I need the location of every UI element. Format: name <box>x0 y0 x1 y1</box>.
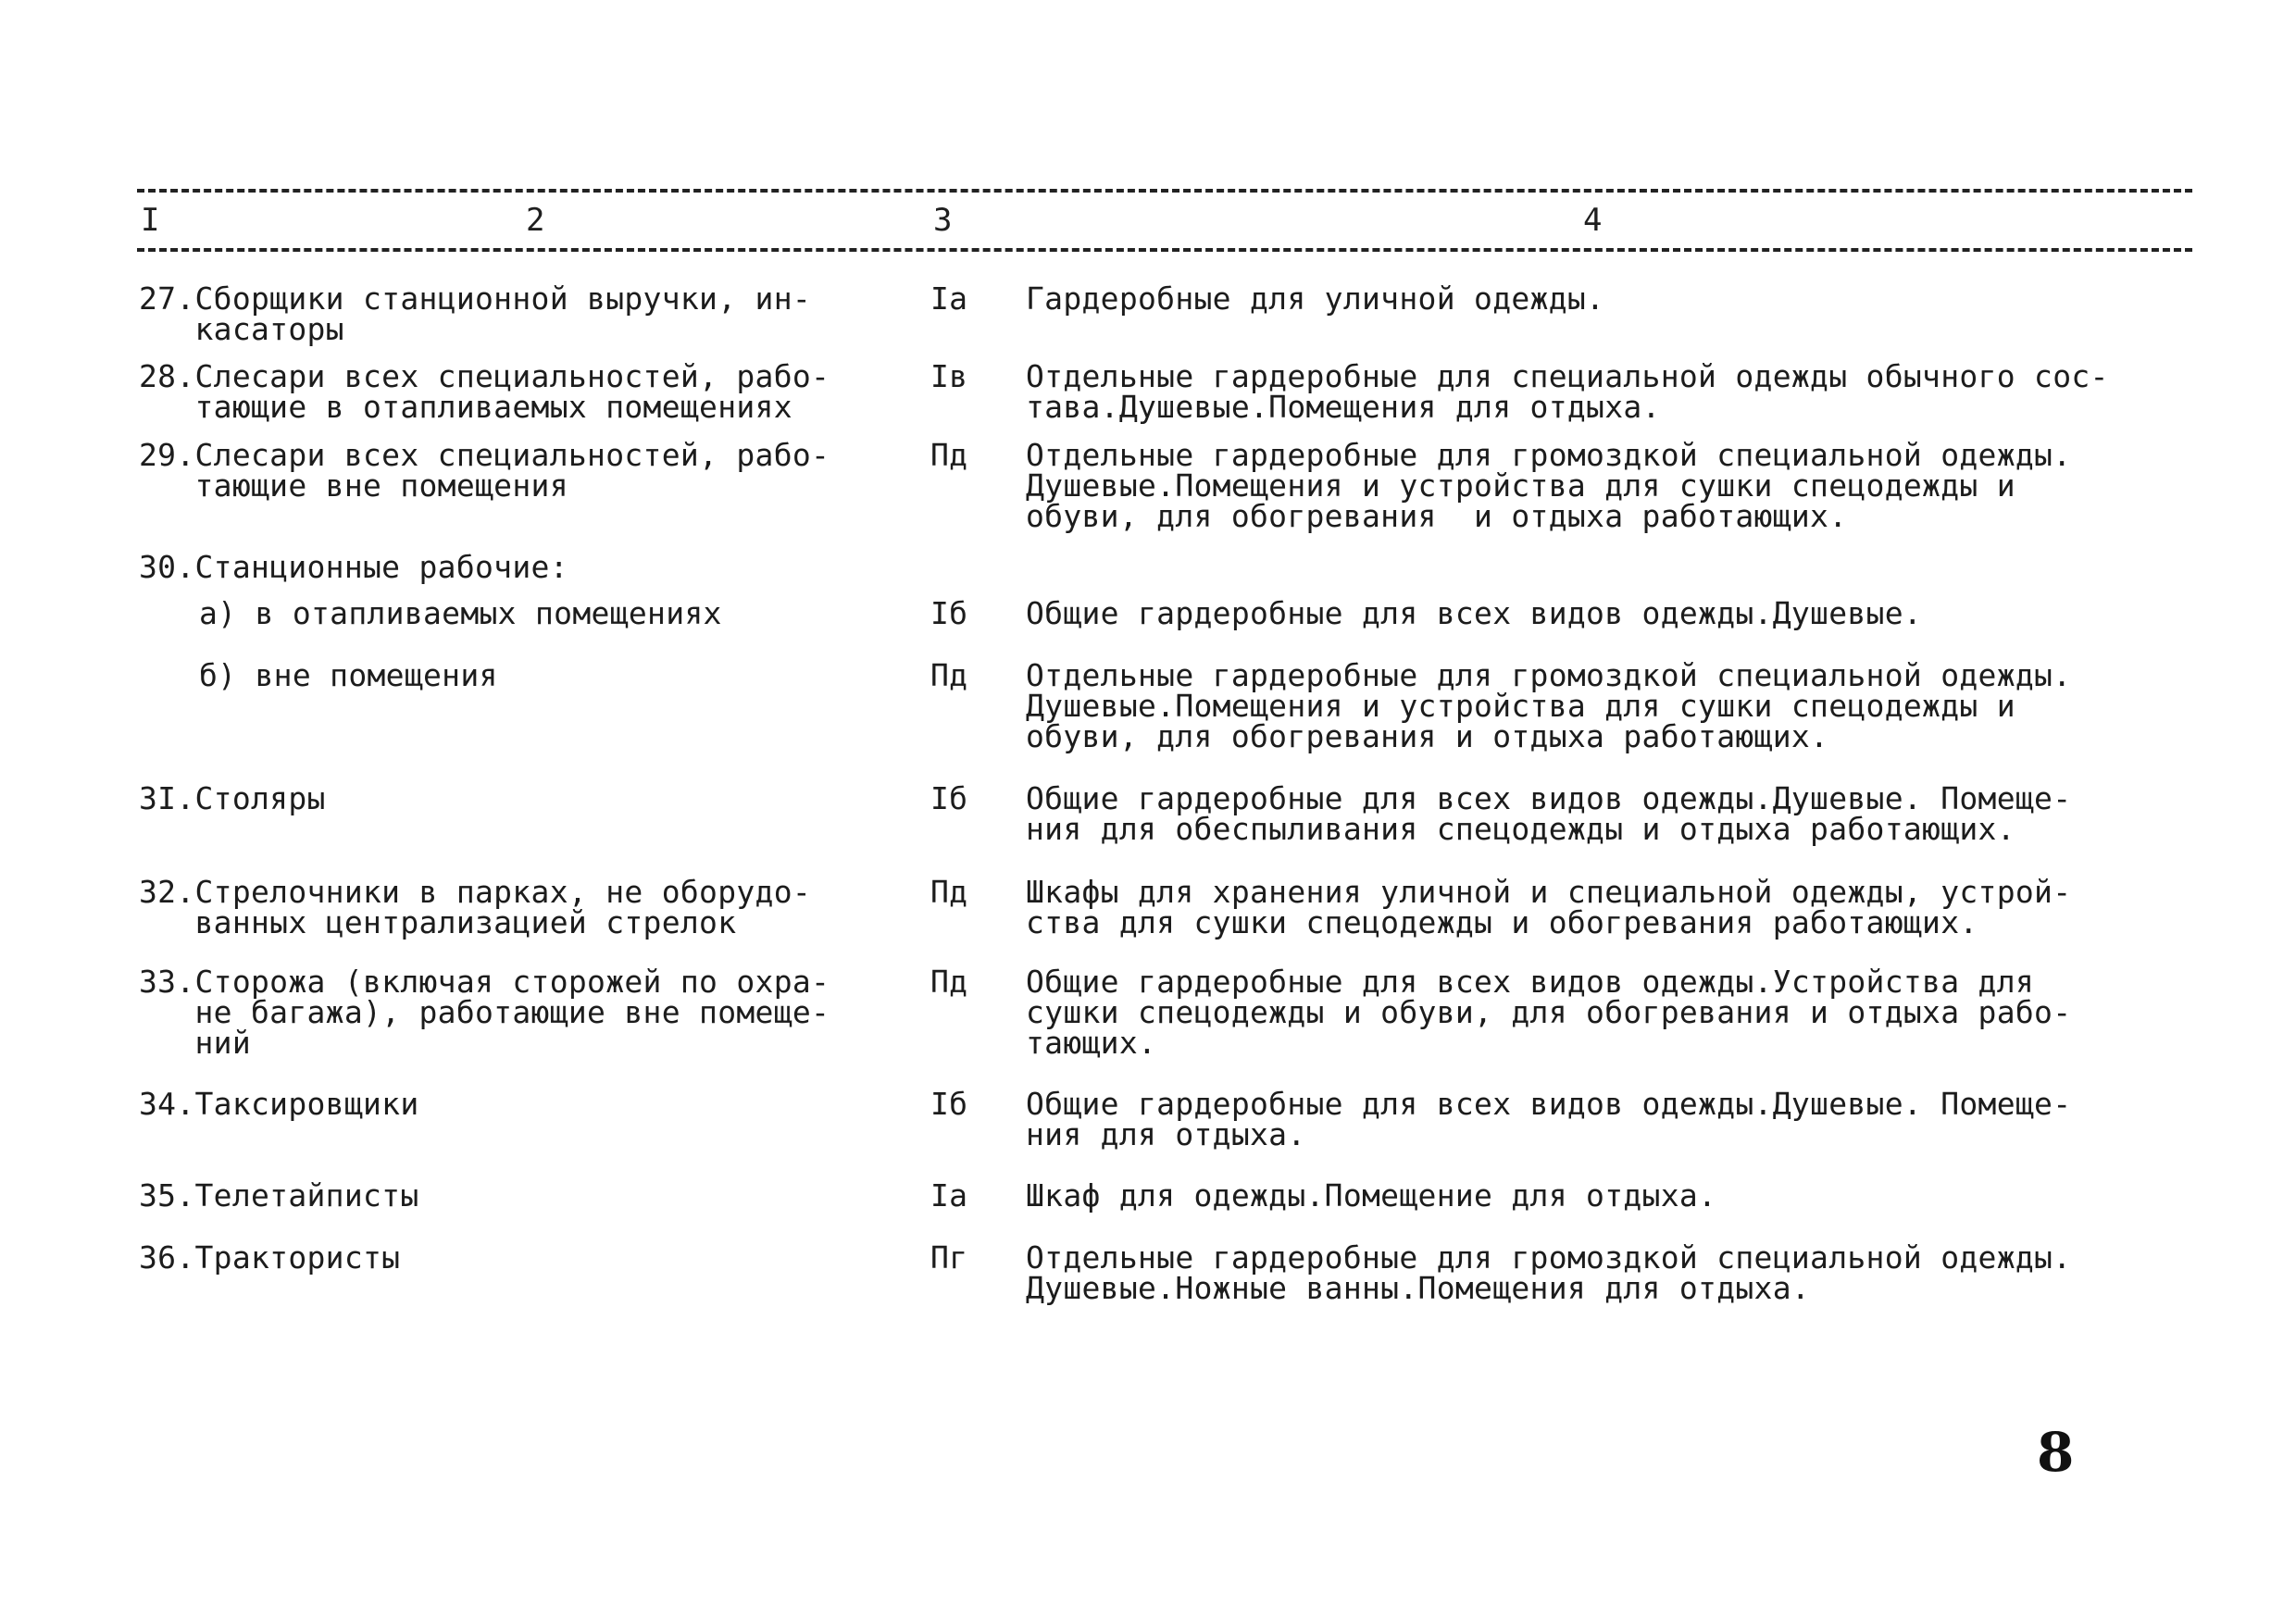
group-cell: Пд <box>930 874 968 910</box>
group-cell: Iб <box>930 1086 968 1122</box>
facilities-cell: Шкаф для одежды.Помещение для отдыха. <box>1026 1177 1717 1214</box>
facilities-cell: Отдельные гардеробные для громоздкой специальной одежды. Душевые.Ножные ванны.Помещения для отдыха. <box>1026 1239 2072 1306</box>
profession-cell: 33.Сторожа (включая сторожей по охра- не багажа), работающие вне помеще- ний <box>139 964 830 1061</box>
group-cell: Iа <box>930 1177 968 1214</box>
group-cell: Пг <box>930 1239 968 1276</box>
group-cell: Iа <box>930 280 968 317</box>
profession-cell: 3I.Столяры <box>139 780 326 816</box>
profession-cell: 29.Слесари всех специальностей, рабо- тающие вне помещения <box>139 437 830 504</box>
profession-subitem-cell: а) в отапливаемых помещениях <box>199 595 722 631</box>
group-cell: Iб <box>930 780 968 816</box>
facilities-cell: Отдельные гардеробные для громоздкой специальной одежды. Душевые.Помещения и устройства для сушки спецодежды и обуви, для обогревания и отдыха работающих. <box>1026 657 2072 754</box>
facilities-cell: Общие гардеробные для всех видов одежды.Устройства для сушки спецодежды и обуви, для обогревания и отдыха рабо- тающих. <box>1026 964 2072 1061</box>
group-cell: Пд <box>930 657 968 693</box>
group-cell: Iв <box>930 358 968 394</box>
facilities-cell: Отдельные гардеробные для специальной одежды обычного сос- тава.Душевые.Помещения для отдыха. <box>1026 358 2109 425</box>
profession-cell: 32.Стрелочники в парках, не оборудо- ванных централизацией стрелок <box>139 874 812 940</box>
profession-subitem-cell: б) вне помещения <box>199 657 498 693</box>
table-header-rule <box>137 248 2192 252</box>
facilities-cell: Шкафы для хранения уличной и специальной одежды, устрой- ства для сушки спецодежды и обогревания работающих. <box>1026 874 2072 940</box>
facilities-cell: Отдельные гардеробные для громоздкой специальной одежды. Душевые.Помещения и устройства для сушки спецодежды и обуви, для обогревания и отдыха работающих. <box>1026 437 2072 534</box>
profession-cell: 28.Слесари всех специальностей, рабо- тающие в отапливаемых помещениях <box>139 358 830 425</box>
group-cell: Iб <box>930 595 968 631</box>
group-cell: Пд <box>930 964 968 1000</box>
profession-cell: 27.Сборщики станционной выручки, ин- касаторы <box>139 280 812 347</box>
table-top-rule <box>137 189 2192 193</box>
facilities-cell: Общие гардеробные для всех видов одежды.Душевые. Помеще- ния для обеспыливания спецодежды и отдыха работающих. <box>1026 780 2072 847</box>
header-col1: I <box>141 202 160 239</box>
header-col4: 4 <box>1583 202 1603 239</box>
facilities-cell: Общие гардеробные для всех видов одежды.Душевые. <box>1026 595 1923 631</box>
profession-cell: 36.Трактористы <box>139 1239 401 1276</box>
profession-cell: 35.Телетайписты <box>139 1177 419 1214</box>
facilities-cell: Общие гардеробные для всех видов одежды.Душевые. Помеще- ния для отдыха. <box>1026 1086 2072 1152</box>
group-cell: Пд <box>930 437 968 473</box>
profession-cell: 30.Станционные рабочие: <box>139 549 568 585</box>
header-col2: 2 <box>526 202 545 239</box>
page-number: 8 <box>2037 1421 2075 1484</box>
profession-cell: 34.Таксировщики <box>139 1086 419 1122</box>
header-col3: 3 <box>933 202 953 239</box>
facilities-cell: Гардеробные для уличной одежды. <box>1026 280 1605 317</box>
